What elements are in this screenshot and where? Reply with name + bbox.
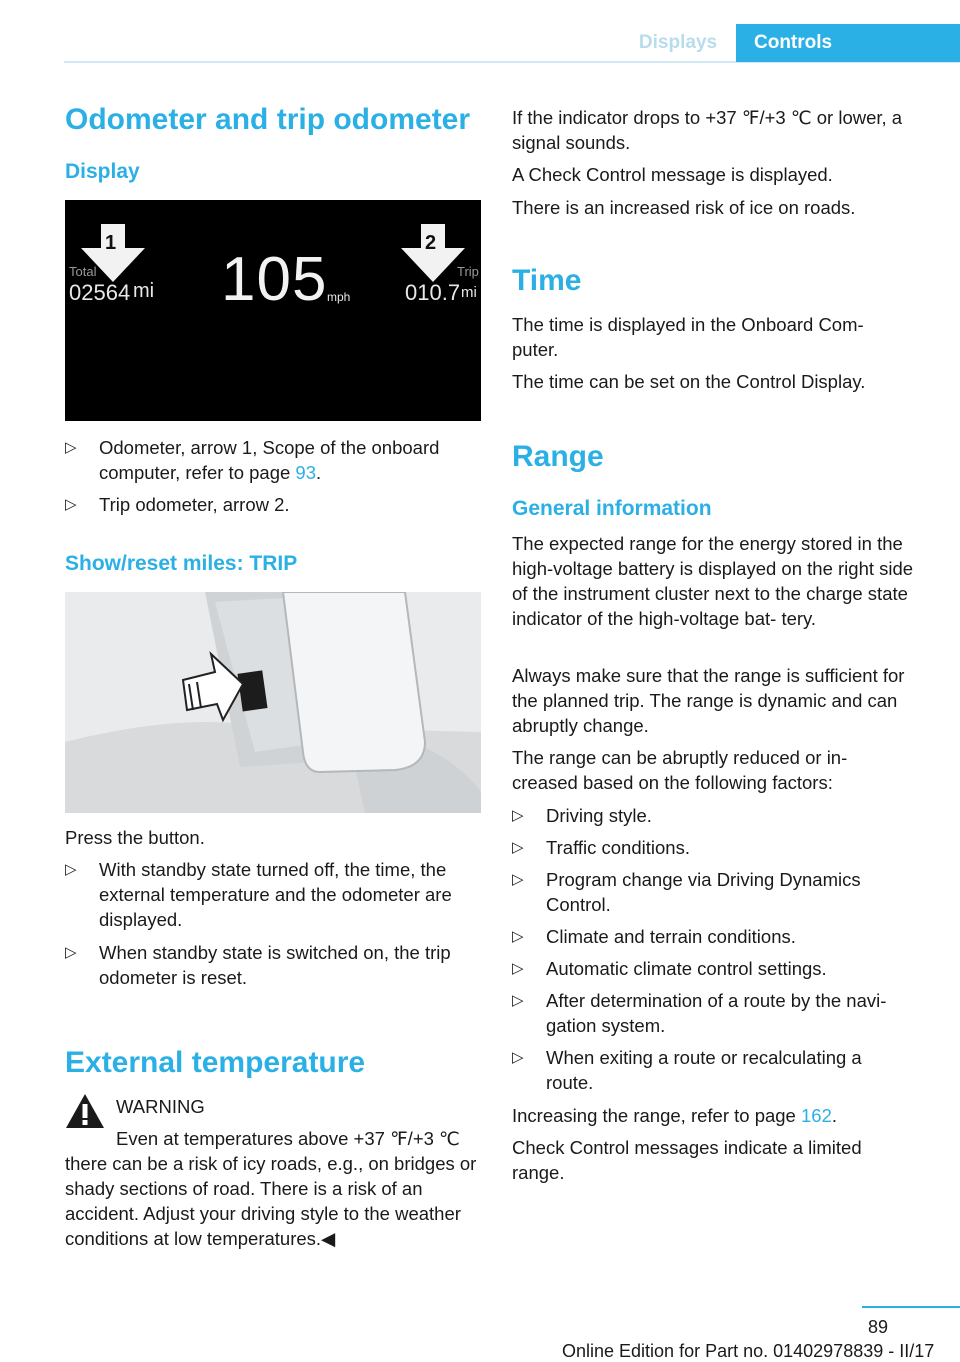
range-text-2: Always make sure that the range is sufficient for the planned trip. The range is dynamic and can abruptly change. (512, 665, 905, 736)
check-control-range-text: Check Control messages indicate a limited range. (512, 1137, 862, 1183)
header-chapter-tab[interactable]: Controls (736, 24, 960, 62)
warning-icon (65, 1092, 105, 1136)
bullet-icon: ▷ (512, 1049, 524, 1066)
warning-text: there can be a risk of icy roads, e.g., on bridges or shady sections of road. There is a risk of an accident. Adjust your driving style to the weather conditions at low temperatures.◀ (65, 1153, 477, 1249)
arrow-2-number: 2 (425, 232, 437, 254)
list-item: ▷ Odometer, arrow 1, Scope of the onboard computer, refer to page 93. (65, 437, 440, 483)
arrow-1-number: 1 (105, 232, 117, 254)
trip-value: 010.7 (405, 280, 461, 305)
footer-rule (862, 1306, 960, 1308)
increase-range-text: Increasing the range, refer to page 162. (512, 1105, 838, 1126)
bullet-icon: ▷ (512, 807, 524, 824)
list-item: ▷ With standby state turned off, the time, the external temperature and the odometer are displayed. (65, 859, 452, 930)
odometer-title: Odometer and trip odometer (65, 103, 471, 136)
external-temperature-title: External temperature (65, 1046, 366, 1079)
trip-button-image (65, 592, 481, 813)
general-information-heading: General information (512, 497, 712, 520)
list-item: ▷ After determination of a route by the navi‐ gation system. (512, 990, 887, 1036)
speed-value: 105 (221, 245, 328, 314)
page-number: 89 (867, 1317, 888, 1337)
list-item: ▷ When exiting a route or recalculating a route. (512, 1047, 862, 1093)
edition-footer: Online Edition for Part no. 01402978839 - II/17 (562, 1341, 935, 1361)
page-link-93[interactable]: 93 (295, 462, 316, 483)
bullet-icon: ▷ (512, 960, 524, 977)
bullet-icon: ▷ (512, 928, 524, 945)
warning-first-line: Even at temperatures above +37 ℉/+3 ℃ (116, 1128, 460, 1149)
instrument-cluster-image (65, 200, 481, 421)
bullet-icon: ▷ (512, 992, 524, 1009)
bullet-icon: ▷ (65, 944, 77, 961)
check-control-text: A Check Control message is displayed. (512, 164, 833, 185)
display-heading: Display (65, 160, 140, 183)
trip-unit: mi (461, 284, 477, 301)
warning-label: WARNING (116, 1096, 205, 1117)
total-value: 02564 (69, 280, 131, 305)
reset-heading: Show/reset miles: TRIP (65, 552, 298, 575)
range-title: Range (512, 440, 604, 473)
list-item: ▷ Automatic climate control settings. (512, 958, 827, 979)
header-section-tab[interactable]: Displays (638, 32, 718, 53)
trip-label: Trip (457, 264, 479, 279)
bullet-icon: ▷ (65, 496, 77, 513)
list-item: ▷ When standby state is switched on, the trip odometer is reset. (65, 942, 451, 988)
ice-risk-text: There is an increased risk of ice on roads. (512, 197, 856, 218)
list-item: ▷ Driving style. (512, 805, 652, 826)
range-text-3: The range can be abruptly reduced or in‐ creased based on the following factors: (512, 747, 848, 793)
bullet-icon: ▷ (512, 839, 524, 856)
list-item: ▷ Traffic conditions. (512, 837, 690, 858)
range-text-1: The expected range for the energy stored in the high-voltage battery is displayed on the right side of the instrument cluster next to the charge state indicator of the high-voltage bat‐ tery. (512, 533, 914, 629)
list-item: ▷ Trip odometer, arrow 2. (65, 494, 290, 515)
trip-button-graphic (65, 592, 481, 813)
speed-unit: mph (327, 290, 351, 304)
total-unit: mi (133, 280, 155, 302)
bullet-icon: ▷ (512, 871, 524, 888)
time-title: Time (512, 264, 582, 297)
time-text-1: The time is displayed in the Onboard Com‐ puter. (512, 314, 864, 360)
list-item: ▷ Climate and terrain conditions. (512, 926, 796, 947)
press-text: Press the button. (65, 827, 205, 848)
total-label: Total (69, 264, 97, 279)
bullet-icon: ▷ (65, 439, 77, 456)
bullet-icon: ▷ (65, 861, 77, 878)
indicator-text: If the indicator drops to +37 ℉/+3 ℃ or lower, a signal sounds. (512, 107, 903, 153)
time-text-2: The time can be set on the Control Display. (512, 371, 866, 392)
list-item: ▷ Program change via Driving Dynamics Control. (512, 869, 861, 915)
page-link-162[interactable]: 162 (801, 1105, 832, 1126)
